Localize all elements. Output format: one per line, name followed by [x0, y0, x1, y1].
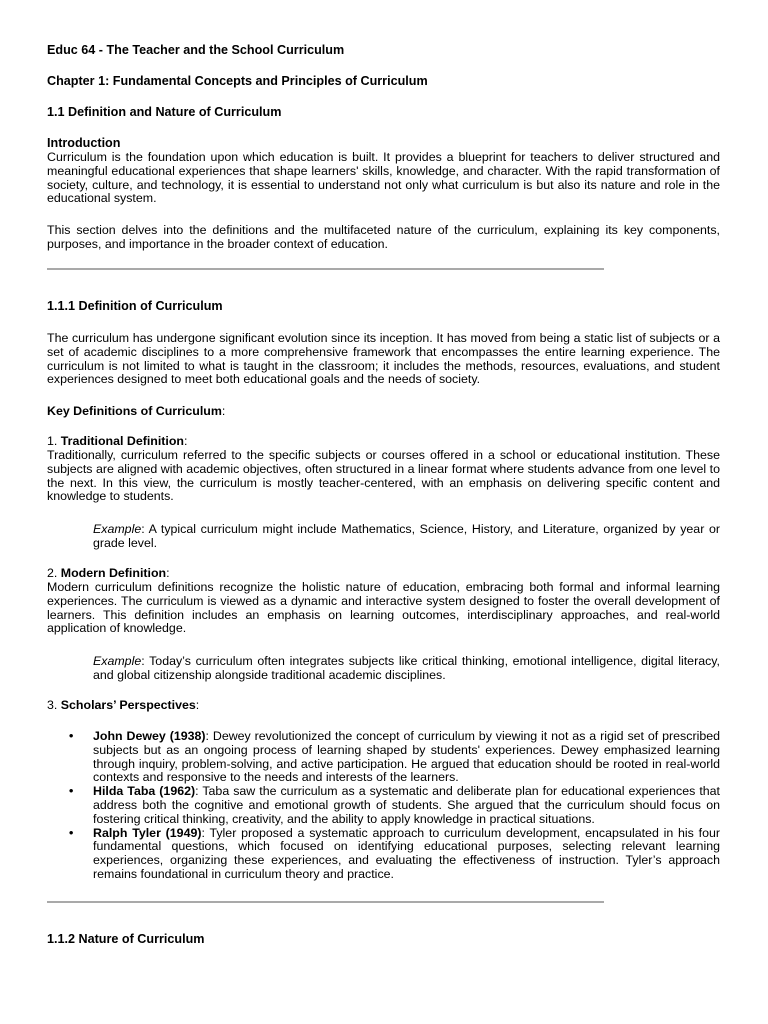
section-title: 1.1 Definition and Nature of Curriculum: [47, 105, 282, 119]
example-text: : A typical curriculum might include Mathematics, Science, History, and Literature, organized by year or grade level.: [93, 522, 720, 550]
definition-colon: :: [166, 566, 170, 580]
definition-number: 2.: [47, 566, 61, 580]
key-definitions-label: Key Definitions of Curriculum: [47, 404, 222, 418]
course-title: Educ 64 - The Teacher and the School Curriculum: [47, 43, 345, 57]
scholar-description: : Tyler proposed a systematic approach to curriculum development, encapsulated in his four fundamental questions, which focused on identifying educational purposes, selecting relevant learning experiences, organizing these experiences, and evaluating the effectiveness of instruction. Tyler’s approach remains foundational in curriculum theory and practice.: [93, 825, 720, 881]
section-divider: [47, 901, 604, 903]
scholars-heading: [47, 699, 720, 713]
bullet: •: [69, 825, 74, 840]
scholar-name: Hilda Taba (1962): [93, 784, 196, 799]
list-item: [47, 827, 720, 882]
definition-colon: :: [184, 434, 188, 448]
example-label: Example: [93, 522, 142, 536]
introduction-paragraph-1: Curriculum is the foundation upon which education is built. It provides a blueprint for teachers to deliver structured and meaningful educational experiences that shape learners' skills, knowledge, and character. With the rapid transformation of society, culture, and technology, it is essential to understand not only what curriculum is but also its nature and role in the educational system.: [47, 150, 720, 206]
modern-definition-example: [93, 655, 720, 683]
list-item: [47, 730, 720, 785]
traditional-definition-example: [93, 523, 720, 551]
list-item: [47, 785, 720, 826]
scholars-number: 3.: [47, 698, 61, 712]
example-text: : Today’s curriculum often integrates subjects like critical thinking, emotional intelligence, digital literacy, and global citizenship alongside traditional academic disciplines.: [93, 654, 720, 682]
chapter-title: Chapter 1: Fundamental Concepts and Principles of Curriculum: [47, 74, 428, 88]
nature-section-heading: 1.1.2 Nature of Curriculum: [47, 932, 205, 946]
introduction-heading: Introduction: [47, 136, 121, 150]
scholar-description: : Taba saw the curriculum as a systematic and deliberate plan for educational experiences that address both the cognitive and emotional growth of students. She argued that the curriculum should focus on fostering critical thinking, creativity, and the ability to apply knowledge in practical situations.: [93, 784, 720, 826]
traditional-definition-body: Traditionally, curriculum referred to the specific subjects or courses offered in a school or educational institution. These subjects are aligned with academic objectives, often structured in a linear format where students advance from one level to the next. In this view, the curriculum is mostly teacher-centered, with an emphasis on delivering specific content and knowledge to students.: [47, 448, 720, 504]
scholars-list: [47, 730, 720, 882]
traditional-definition-heading: [47, 435, 720, 449]
introduction-paragraph-2: This section delves into the definitions and the multifaceted nature of the curriculum, explaining its key components, purposes, and importance in the broader context of education.: [47, 223, 720, 251]
scholar-name: John Dewey (1938): [93, 729, 206, 743]
definition-section-heading: 1.1.1 Definition of Curriculum: [47, 299, 223, 313]
definition-number: 1.: [47, 434, 61, 448]
scholars-title: Scholars’ Perspectives: [60, 698, 196, 712]
bullet: •: [69, 784, 74, 799]
scholars-colon: :: [195, 698, 200, 712]
section-divider: [47, 268, 604, 270]
definition-paragraph: The curriculum has undergone significant evolution since its inception. It has moved from being a static list of subjects or a set of academic disciplines to a more comprehensive framework that encompasses the entire learning experience. The curriculum is not limited to what is taught in the classroom; it includes the methods, resources, evaluations, and student experiences designed to meet both educational goals and the needs of society.: [47, 331, 720, 387]
bullet: •: [69, 729, 74, 743]
scholar-name: Ralph Tyler (1949): [93, 825, 202, 840]
key-definitions-heading: [47, 405, 720, 419]
modern-definition-body: Modern curriculum definitions recognize the holistic nature of education, embracing both formal and informal learning experiences. The curriculum is viewed as a dynamic and interactive system designed to foster the overall development of learners. This definition includes an emphasis on learning outcomes, interdisciplinary approaches, and real-world application of knowledge.: [47, 580, 720, 636]
key-definitions-colon: :: [221, 404, 226, 418]
definition-title: Modern Definition: [60, 566, 167, 580]
definition-title: Traditional Definition: [60, 434, 184, 448]
modern-definition-heading: [47, 567, 720, 581]
scholar-description: : Dewey revolutionized the concept of curriculum by viewing it not as a rigid set of prescribed subjects but as an ongoing process of learning shaped by students' experiences. Dewey emphasized learning through inquiry, problem-solving, and active participation. He argued that education should be rooted in real-world contexts and responsive to the needs and interests of the learners.: [93, 729, 720, 785]
example-label: Example: [93, 654, 142, 668]
